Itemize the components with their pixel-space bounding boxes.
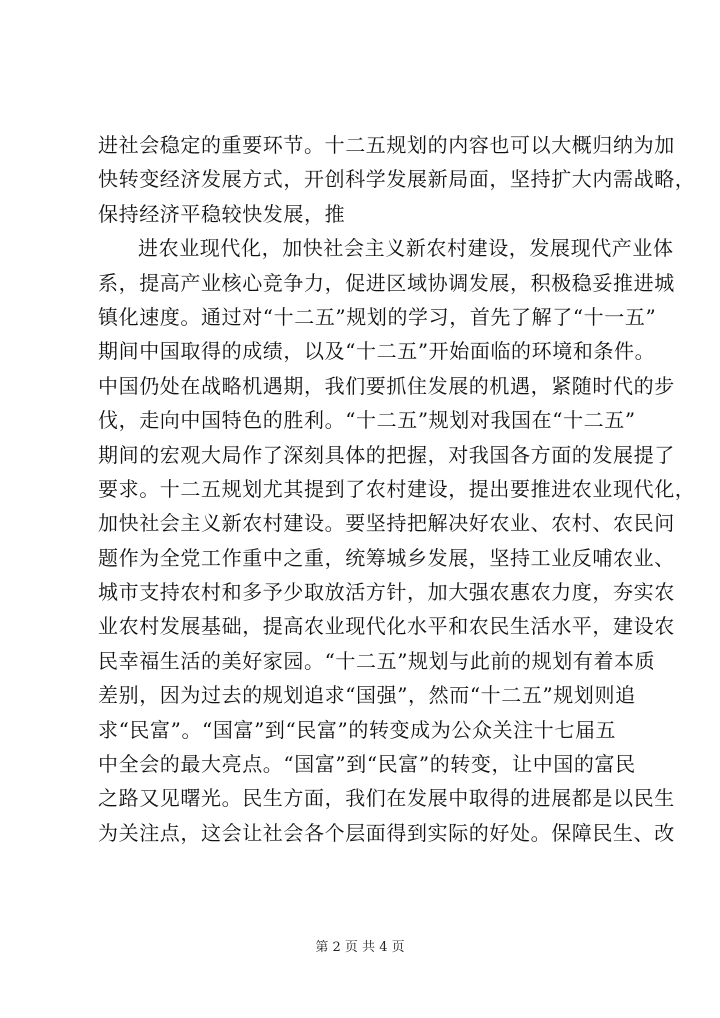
text-line: 城市支持农村和多予少取放活方针，加大强农惠农力度，夯实农 xyxy=(98,580,675,605)
text-line: 求“民富”。“国富”到“民富”的转变成为公众关注十七届五 xyxy=(98,717,617,742)
page-number-footer: 第 2 页 共 4 页 xyxy=(315,940,405,955)
text-line: 期间的宏观大局作了深刻具体的把握，对我国各方面的发展提了 xyxy=(98,442,675,467)
text-line: 中国仍处在战略机遇期，我们要抓住发展的机遇，紧随时代的步 xyxy=(98,373,675,398)
text-line: 差别，因为过去的规划追求“国强”，然而“十二五”规划则追 xyxy=(98,683,636,708)
text-line: 进社会稳定的重要环节。十二五规划的内容也可以大概归纳为加 xyxy=(98,133,675,157)
text-line: 要求。十二五规划尤其提到了农村建设，提出要推进农业现代化， xyxy=(98,476,696,501)
text-line: 镇化速度。通过对“十二五”规划的学习，首先了解了“十一五” xyxy=(98,304,657,329)
text-line: 保持经济平稳较快发展，推 xyxy=(98,201,346,226)
text-line: 伐，走向中国特色的胜利。“十二五”规划对我国在“十二五” xyxy=(98,408,636,433)
paragraph-first-line: 进农业现代化，加快社会主义新农村建设，发展现代产业体 xyxy=(138,236,674,261)
text-line: 中全会的最大亮点。“国富”到“民富”的转变，让中国的富民 xyxy=(98,752,636,777)
text-line: 民幸福生活的美好家园。“十二五”规划与此前的规划有着本质 xyxy=(98,648,656,673)
text-line: 题作为全党工作重中之重，统筹城乡发展，坚持工业反哺农业、 xyxy=(98,545,675,570)
body-text xyxy=(98,128,696,850)
text-line: 加快社会主义新农村建设。要坚持把解决好农业、农村、农民问 xyxy=(98,511,675,536)
text-line: 为关注点，这会让社会各个层面得到实际的好处。保障民生、改 xyxy=(98,820,675,845)
text-line: 业农村发展基础，提高农业现代化水平和农民生活水平，建设农 xyxy=(98,614,675,639)
text-line: 系，提高产业核心竞争力，促进区域协调发展，积极稳妥推进城 xyxy=(98,270,675,295)
text-line: 之路又见曙光。民生方面，我们在发展中取得的进展都是以民生 xyxy=(98,786,675,811)
text-line: 期间中国取得的成绩，以及“十二五”开始面临的环境和条件。 xyxy=(98,339,656,364)
text-line: 快转变经济发展方式，开创科学发展新局面，坚持扩大内需战略， xyxy=(98,167,696,192)
